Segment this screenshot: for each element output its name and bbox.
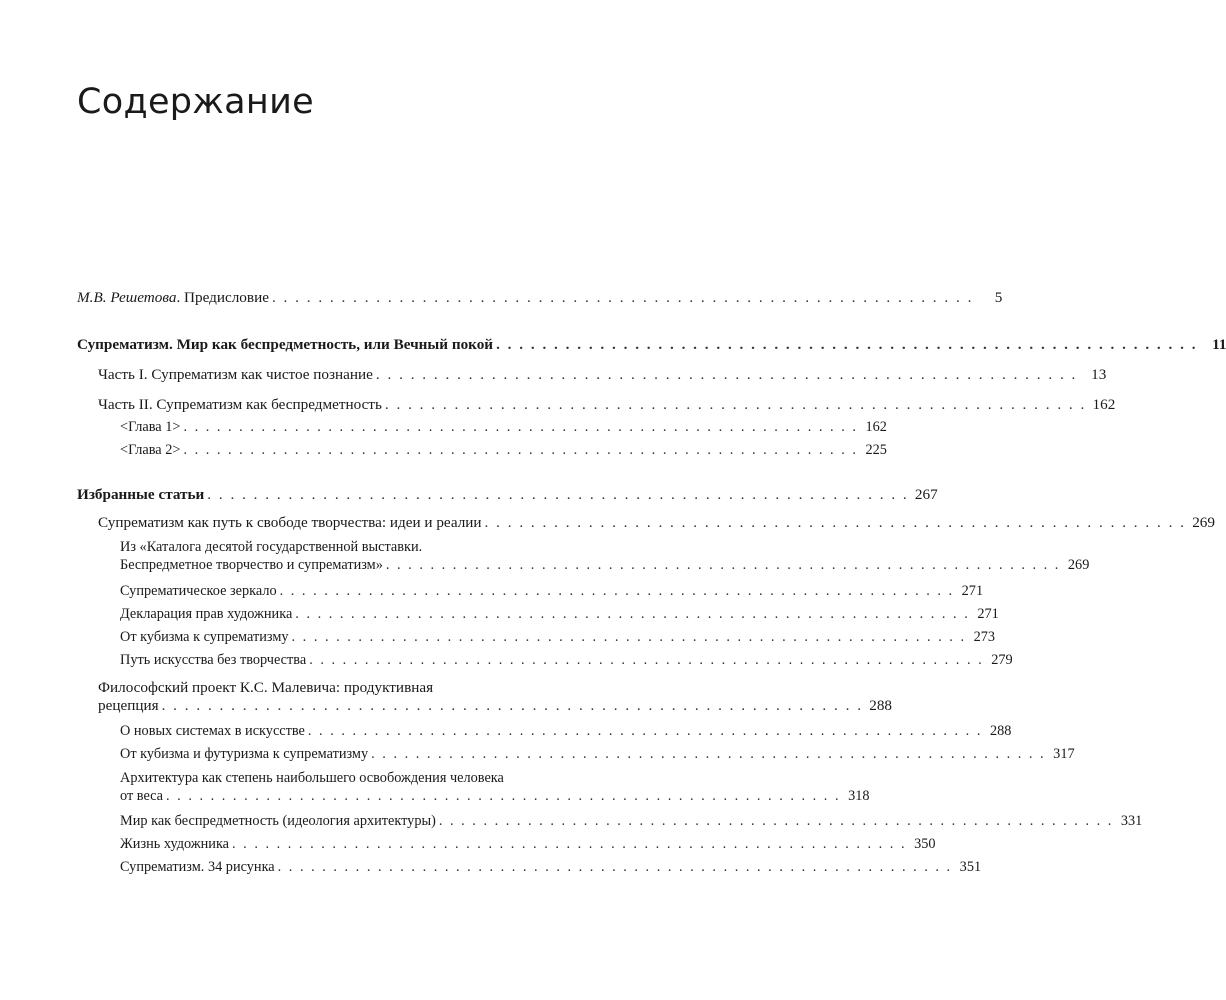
toc-entry-title-line: Из «Каталога десятой государственной выставки. (120, 539, 423, 555)
toc-entry-title: <Глава 1> (120, 419, 181, 435)
toc-entry-title-line: Архитектура как степень наибольшего освобождения человека (120, 770, 504, 786)
toc-leader-dots: . . . . . . . . . . . . . . . . . . . . . . . . . . . . . . . . . . . . . . . . . . . . . . . . . . . . . . . . . . . . . (371, 746, 1046, 762)
toc-page-number: 288 (869, 697, 892, 714)
toc-leader-dots: . . . . . . . . . . . . . . . . . . . . . . . . . . . . . . . . . . . . . . . . . . . . . . . . . . . . . . . . . . . . . (385, 557, 1061, 573)
toc-entry-architecture[interactable] (120, 769, 870, 805)
toc-leader-dots: . . . . . . . . . . . . . . . . . . . . . . . . . . . . . . . . . . . . . . . . . . . . . . . . . . . . . . . . . . . . . (484, 514, 1186, 531)
toc-leader-dots: . . . . . . . . . . . . . . . . . . . . . . . . . . . . . . . . . . . . . . . . . . . . . . . . . . . . . . . . . . . . . (183, 442, 858, 458)
toc-entry-title: Беспредметное творчество и супрематизм» (120, 557, 383, 573)
toc-entry-title: О новых системах в искусстве (120, 723, 305, 739)
toc-page-number: 11 (1212, 336, 1226, 353)
toc-page-number: 318 (848, 788, 870, 804)
toc-leader-dots: . . . . . . . . . . . . . . . . . . . . . . . . . . . . . . . . . . . . . . . . . . . . . . . . . . . . . . . . . . . . . (279, 583, 955, 599)
toc-entry-artist-life[interactable] (120, 835, 936, 853)
toc-entry-title: <Глава 2> (120, 442, 181, 458)
toc-entry-title: Супрематизм. 34 рисунка (120, 859, 275, 875)
toc-entry-chapter-1[interactable] (120, 418, 887, 436)
toc-entry-part-1[interactable] (98, 366, 1107, 384)
toc-entry-mirror[interactable] (120, 582, 984, 600)
toc-entry-title: от веса (120, 788, 164, 804)
toc-page-number: 269 (1192, 514, 1215, 531)
toc-entry-34-drawings[interactable] (120, 858, 982, 876)
toc-entry-title: Супрематизм. Мир как беспредметность, или Вечный покой (77, 336, 494, 353)
page-title: Содержание (77, 82, 314, 122)
toc-entry-declaration[interactable] (120, 605, 999, 623)
toc-entry-title: Супрематизм как путь к свободе творчества: идеи и реалии (98, 514, 482, 531)
toc-leader-dots: . . . . . . . . . . . . . . . . . . . . . . . . . . . . . . . . . . . . . . . . . . . . . . . . . . . . . . . . . . . . . (183, 419, 858, 435)
toc-page-number: 317 (1053, 746, 1075, 762)
toc-leader-dots: . . . . . . . . . . . . . . . . . . . . . . . . . . . . . . . . . . . . . . . . . . . . . . . . . . . . . . . . . . . . . (496, 336, 1198, 353)
toc-page-number: 350 (914, 836, 936, 852)
toc-leader-dots: . . . . . . . . . . . . . . . . . . . . . . . . . . . . . . . . . . . . . . . . . . . . . . . . . . . . . . . . . . . . . (207, 486, 909, 503)
toc-entry-cubism-futurism[interactable] (120, 745, 1075, 763)
toc-page-number: 351 (959, 859, 982, 875)
toc-page-number: 269 (1067, 557, 1090, 573)
toc-leader-dots: . . . . . . . . . . . . . . . . . . . . . . . . . . . . . . . . . . . . . . . . . . . . . . . . . . . . . . . . . . . . . (161, 697, 863, 714)
toc-leader-dots: . . . . . . . . . . . . . . . . . . . . . . . . . . . . . . . . . . . . . . . . . . . . . . . . . . . . . . . . . . . . . (307, 723, 983, 739)
toc-leader-dots: . . . . . . . . . . . . . . . . . . . . . . . . . . . . . . . . . . . . . . . . . . . . . . . . . . . . . . . . . . . . . (291, 629, 967, 645)
toc-page-number: 13 (1091, 366, 1107, 383)
toc-leader-dots: . . . . . . . . . . . . . . . . . . . . . . . . . . . . . . . . . . . . . . . . . . . . . . . . . . . . . . . . . . . . . (375, 366, 1078, 383)
toc-leader-dots: . . . . . . . . . . . . . . . . . . . . . . . . . . . . . . . . . . . . . . . . . . . . . . . . . . . . . . . . . . . . . (271, 289, 974, 306)
toc-entry-title: От кубизма к супрематизму (120, 629, 289, 645)
toc-entry-title: рецепция (98, 697, 159, 714)
toc-entry-new-systems[interactable] (120, 722, 1012, 740)
toc-entry-title: Мир как беспредметность (идеология архитектуры) (120, 813, 436, 829)
toc-entry-title: Часть II. Супрематизм как беспредметность (98, 396, 382, 413)
toc-entry-part-2[interactable] (98, 396, 1116, 414)
toc-leader-dots: . . . . . . . . . . . . . . . . . . . . . . . . . . . . . . . . . . . . . . . . . . . . . . . . . . . . . . . . . . . . . (277, 859, 953, 875)
toc-entry-title-line: Философский проект К.С. Малевича: продуктивная (98, 679, 434, 696)
toc-entry-title: Избранные статьи (77, 486, 205, 503)
toc-entry-title: Супрематическое зеркало (120, 583, 277, 599)
toc-entry-chapter-2[interactable] (120, 441, 887, 459)
toc-leader-dots: . . . . . . . . . . . . . . . . . . . . . . . . . . . . . . . . . . . . . . . . . . . . . . . . . . . . . . . . . . . . . (384, 396, 1087, 413)
toc-entry-path-of-art[interactable] (120, 651, 1013, 669)
toc-page-number: 331 (1120, 813, 1143, 829)
toc-entry-title: Жизнь художника (120, 836, 230, 852)
toc-entry-suprematism[interactable] (77, 336, 1226, 354)
toc-leader-dots: . . . . . . . . . . . . . . . . . . . . . . . . . . . . . . . . . . . . . . . . . . . . . . . . . . . . . . . . . . . . . (309, 652, 984, 668)
toc-page-number: 162 (1092, 396, 1116, 413)
toc-leader-dots: . . . . . . . . . . . . . . . . . . . . . . . . . . . . . . . . . . . . . . . . . . . . . . . . . . . . . . . . . . . . . (438, 813, 1114, 829)
toc-leader-dots: . . . . . . . . . . . . . . . . . . . . . . . . . . . . . . . . . . . . . . . . . . . . . . . . . . . . . . . . . . . . . (295, 606, 970, 622)
toc-entry-selected-articles[interactable] (77, 486, 938, 504)
toc-leader-dots: . . . . . . . . . . . . . . . . . . . . . . . . . . . . . . . . . . . . . . . . . . . . . . . . . . . . . . . . . . . . . (166, 788, 841, 804)
toc-entry-preface[interactable] (77, 289, 1003, 307)
toc-page-number: 288 (989, 723, 1012, 739)
toc-page-number: 271 (977, 606, 999, 622)
toc-entry-title: От кубизма и футуризма к супрематизму (120, 746, 369, 762)
toc-entry-title: Декларация прав художника (120, 606, 293, 622)
toc-entry-catalog[interactable] (120, 538, 1090, 574)
toc-page-number: 271 (961, 583, 984, 599)
toc-entry-path-to-freedom[interactable] (98, 514, 1215, 532)
toc-page-number: 5 (994, 289, 1003, 306)
toc-entry-title: Путь искусства без творчества (120, 652, 307, 668)
toc-entry-cubism[interactable] (120, 628, 996, 646)
toc-entry-philosophical-project[interactable] (98, 679, 892, 715)
toc-author: М.В. Решетова (77, 289, 177, 306)
toc-entry-world-as-nonobjectivity[interactable] (120, 812, 1143, 830)
toc-page-number: 267 (914, 486, 938, 503)
toc-leader-dots: . . . . . . . . . . . . . . . . . . . . . . . . . . . . . . . . . . . . . . . . . . . . . . . . . . . . . . . . . . . . . (232, 836, 907, 852)
toc-page-number: 225 (865, 442, 887, 458)
toc-page-number: 279 (991, 652, 1013, 668)
toc-entry-title: . Предисловие (176, 289, 269, 306)
toc-page-number: 162 (865, 419, 887, 435)
toc-page-number: 273 (973, 629, 996, 645)
toc-entry-title: Часть I. Супрематизм как чистое познание (98, 366, 373, 383)
